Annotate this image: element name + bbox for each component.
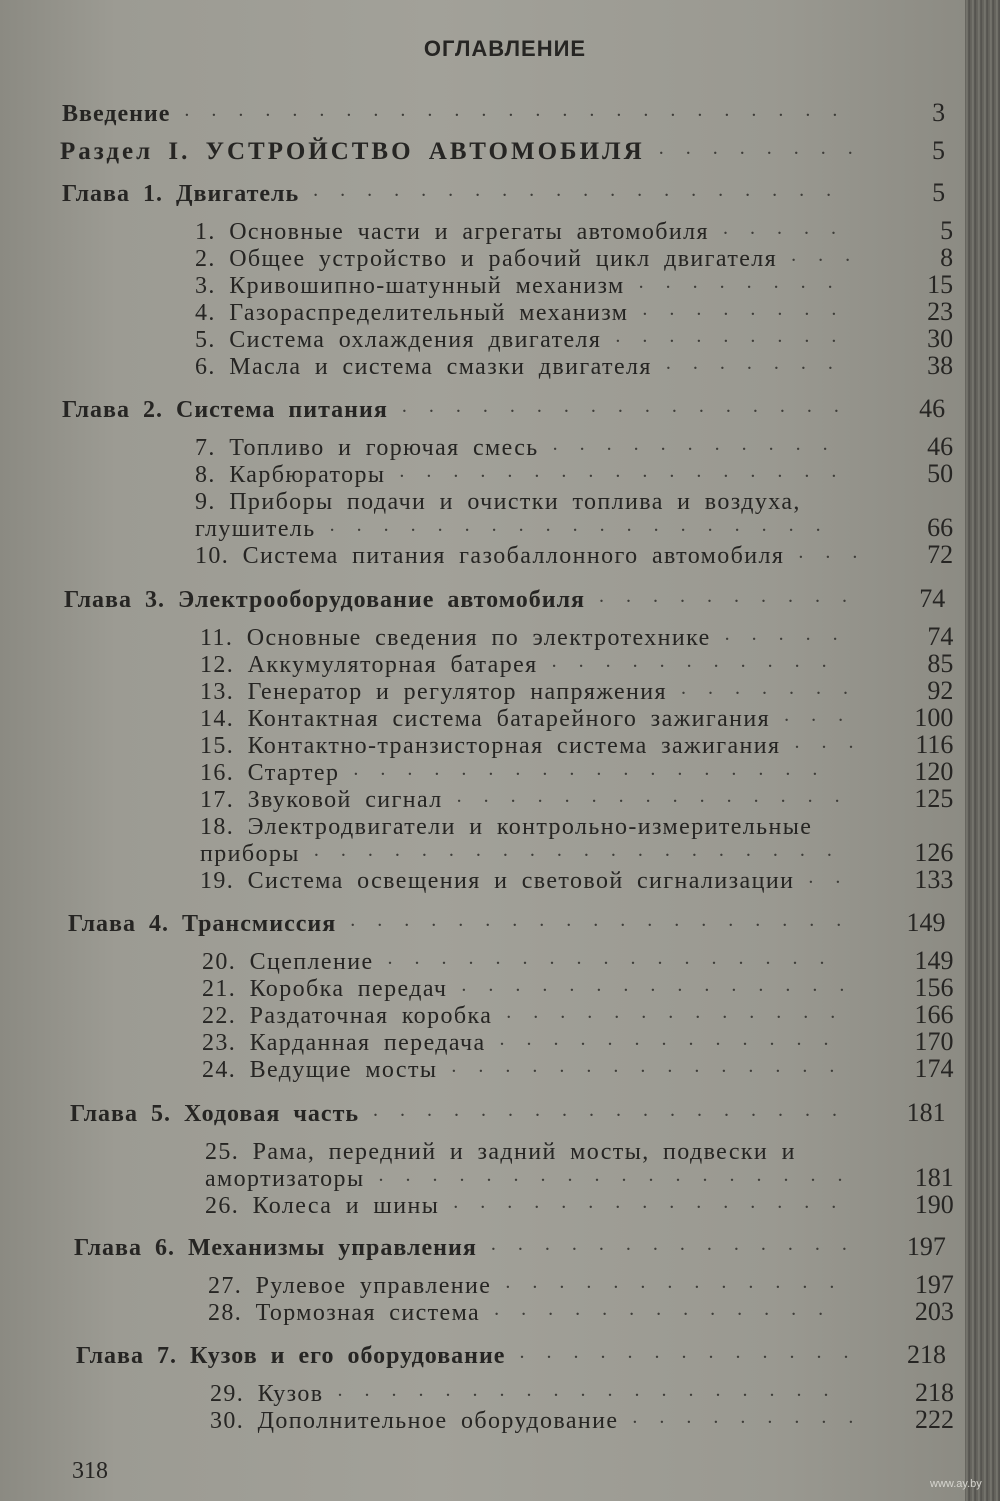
toc-entry-page: 120 bbox=[914, 757, 954, 786]
toc-entry-page: 46 bbox=[927, 432, 954, 461]
leader-dots: ............... bbox=[461, 974, 867, 996]
toc-entry-page: 197 bbox=[906, 1232, 946, 1261]
toc-entry-page: 38 bbox=[927, 351, 954, 380]
leader-dots: ......... bbox=[615, 325, 859, 347]
toc-entry-page: 66 bbox=[927, 513, 954, 542]
toc-entry-title: Глава 2. Система питания bbox=[62, 397, 388, 423]
toc-entry-title: Глава 7. Кузов и его оборудование bbox=[76, 1343, 506, 1369]
toc-entry-title: 10. Система питания газобаллонного автомобиля bbox=[195, 543, 785, 569]
leader-dots: ........... bbox=[551, 650, 849, 672]
leader-dots: ................... bbox=[329, 514, 843, 536]
toc-item bbox=[205, 1188, 965, 1222]
toc-entry-page: 72 bbox=[927, 540, 954, 569]
leader-dots: ........... bbox=[552, 433, 850, 455]
toc-entry-title: 24. Ведущие мосты bbox=[202, 1057, 438, 1083]
toc-item bbox=[200, 863, 965, 897]
toc-entry-page: 23 bbox=[927, 297, 954, 326]
toc-item bbox=[202, 1052, 965, 1086]
toc-entry-title: Глава 6. Механизмы управления bbox=[74, 1235, 477, 1261]
watermark: www.ay.by bbox=[930, 1478, 982, 1490]
leader-dots: ................... bbox=[350, 909, 864, 931]
toc-entry-title: амортизаторы bbox=[205, 1166, 365, 1192]
leader-dots: ........ bbox=[638, 271, 855, 293]
toc-entry-title: приборы bbox=[200, 841, 300, 867]
leader-dots: ............. bbox=[506, 1001, 858, 1023]
toc-entry-title: Глава 4. Трансмиссия bbox=[68, 911, 337, 937]
leader-dots: .................... bbox=[313, 179, 854, 201]
toc-entry-page: 125 bbox=[914, 784, 954, 813]
leader-dots: .................. bbox=[353, 758, 840, 780]
toc-entry-page: 126 bbox=[914, 838, 954, 867]
toc-entry-title: 22. Раздаточная коробка bbox=[202, 1003, 493, 1029]
toc-entry-page: 8 bbox=[940, 243, 954, 272]
leader-dots: .......... bbox=[599, 585, 870, 607]
toc-entry-title: 4. Газораспределительный механизм bbox=[195, 300, 629, 326]
toc-entry-title: 20. Сцепление bbox=[202, 949, 374, 975]
leader-dots: ..... bbox=[722, 217, 858, 239]
toc-entry-title: 5. Система охлаждения двигателя bbox=[195, 327, 602, 353]
toc-entry-page: 15 bbox=[927, 270, 954, 299]
toc-entry-title: 8. Карбюраторы bbox=[195, 462, 386, 488]
toc-entry-title: 29. Кузов bbox=[210, 1381, 324, 1407]
toc-entry-page: 92 bbox=[927, 676, 954, 705]
toc-entry-page: 5 bbox=[932, 178, 946, 207]
leader-dots: .................. bbox=[378, 1164, 865, 1186]
toc-entry-title: Глава 5. Ходовая часть bbox=[70, 1101, 360, 1127]
leader-dots: ................. bbox=[399, 460, 859, 482]
page-title: ОГЛАВЛЕНИЕ bbox=[423, 36, 587, 61]
toc-entry-page: 149 bbox=[906, 908, 946, 937]
toc-entry-title: 25. Рама, передний и задний мосты, подвески и bbox=[205, 1139, 796, 1165]
toc-entry-title: 16. Стартер bbox=[200, 760, 340, 786]
toc-entry-page: 30 bbox=[927, 324, 954, 353]
toc-chapter bbox=[70, 1096, 965, 1130]
toc-entry-title: 18. Электродвигатели и контрольно-измерительные bbox=[200, 814, 813, 840]
toc-entry-title: 17. Звуковой сигнал bbox=[200, 787, 443, 813]
toc-entry-title: 11. Основные сведения по электротехнике bbox=[200, 625, 711, 651]
toc-entry-page: 174 bbox=[914, 1054, 954, 1083]
leader-dots: ............... bbox=[451, 1055, 857, 1077]
toc-item bbox=[210, 1403, 965, 1437]
toc-entry-title: 19. Система освещения и световой сигнализации bbox=[200, 868, 795, 894]
leader-dots: .................. bbox=[373, 1099, 860, 1121]
toc-entry-page: 74 bbox=[927, 622, 954, 651]
leader-dots: ............. bbox=[519, 1341, 871, 1363]
toc-chapter bbox=[64, 582, 965, 616]
page-number: 318 bbox=[72, 1458, 108, 1484]
toc-chapter bbox=[74, 1230, 965, 1264]
leader-dots: .. bbox=[808, 866, 863, 888]
toc-entry-page: 197 bbox=[914, 1270, 954, 1299]
leader-dots: ............. bbox=[499, 1028, 851, 1050]
toc-entry-page: 5 bbox=[940, 216, 954, 245]
toc-entry-title: 21. Коробка передач bbox=[202, 976, 448, 1002]
toc-entry-title: 27. Рулевое управление bbox=[208, 1273, 492, 1299]
toc-entry-page: 170 bbox=[914, 1027, 954, 1056]
leader-dots: ......................... bbox=[184, 99, 860, 121]
toc-intro bbox=[62, 96, 965, 130]
toc-chapter bbox=[62, 176, 965, 210]
leader-dots: ................... bbox=[337, 1379, 851, 1401]
toc-entry-page: 156 bbox=[914, 973, 954, 1002]
leader-dots: ..... bbox=[724, 623, 860, 645]
leader-dots: ............. bbox=[494, 1298, 846, 1320]
leader-dots: ........ bbox=[642, 298, 859, 320]
toc-entry-page: 74 bbox=[919, 584, 946, 613]
page-stack-edge bbox=[965, 0, 1000, 1501]
leader-dots: .............. bbox=[490, 1233, 869, 1255]
toc-entry-title: 3. Кривошипно-шатунный механизм bbox=[195, 273, 625, 299]
toc-entry-page: 203 bbox=[914, 1297, 954, 1326]
toc-item bbox=[195, 538, 965, 572]
toc-entry-title: Раздел I. УСТРОЙСТВО АВТОМОБИЛЯ bbox=[60, 138, 645, 165]
toc-entry-title: 15. Контактно-транзисторная система зажигания bbox=[200, 733, 781, 759]
toc-entry-title: 7. Топливо и горючая смесь bbox=[195, 435, 539, 461]
leader-dots: ........ bbox=[658, 137, 875, 159]
leader-dots: ....... bbox=[680, 677, 870, 699]
leader-dots: ... bbox=[791, 244, 873, 266]
toc-entry-page: 133 bbox=[914, 865, 954, 894]
toc-entry-title: 30. Дополнительное оборудование bbox=[210, 1408, 619, 1434]
leader-dots: ................. bbox=[387, 947, 847, 969]
toc-entry-title: 12. Аккумуляторная батарея bbox=[200, 652, 538, 678]
toc-entry-page: 149 bbox=[914, 946, 954, 975]
leader-dots: ... bbox=[794, 731, 876, 753]
toc-entry-title: Глава 3. Электрооборудование автомобиля bbox=[64, 587, 586, 613]
toc-entry-page: 50 bbox=[927, 459, 954, 488]
toc-entry-title: 1. Основные части и агрегаты автомобиля bbox=[195, 219, 709, 245]
toc-entry-title: 23. Карданная передача bbox=[202, 1030, 486, 1056]
toc-entry-page: 5 bbox=[932, 136, 945, 165]
toc-entry-title: 13. Генератор и регулятор напряжения bbox=[200, 679, 667, 705]
leader-dots: ....... bbox=[665, 352, 855, 374]
leader-dots: ............... bbox=[453, 1191, 859, 1213]
leader-dots: ......... bbox=[632, 1406, 876, 1428]
leader-dots: ... bbox=[784, 704, 866, 726]
toc-entry-page: 218 bbox=[915, 1378, 954, 1407]
toc-entry-title: 14. Контактная система батарейного зажигания bbox=[200, 706, 771, 732]
leader-dots: ................. bbox=[401, 395, 861, 417]
toc-item bbox=[208, 1295, 965, 1329]
toc-entry-page: 218 bbox=[906, 1340, 946, 1369]
leader-dots: ............. bbox=[505, 1271, 857, 1293]
toc-entry-title: глушитель bbox=[195, 516, 316, 542]
leader-dots: ... bbox=[798, 541, 880, 563]
toc-entry-page: 100 bbox=[914, 703, 954, 732]
toc-entry-page: 116 bbox=[915, 730, 954, 759]
toc-entry-title: 28. Тормозная система bbox=[208, 1300, 481, 1326]
toc-entry-title: 2. Общее устройство и рабочий цикл двигателя bbox=[195, 246, 778, 272]
toc-entry-title: Введение bbox=[62, 101, 171, 127]
toc-item bbox=[195, 349, 965, 383]
toc-entry-page: 190 bbox=[914, 1190, 954, 1219]
toc-section bbox=[60, 134, 965, 168]
toc-entry-page: 85 bbox=[927, 649, 954, 678]
toc-entry-page: 46 bbox=[919, 394, 946, 423]
toc-chapter bbox=[76, 1338, 965, 1372]
leader-dots: ............... bbox=[456, 785, 862, 807]
toc-entry-title: 9. Приборы подачи и очистки топлива и воздуха, bbox=[195, 489, 801, 515]
toc-entry-title: Глава 1. Двигатель bbox=[62, 181, 300, 207]
toc-entry-page: 166 bbox=[914, 1000, 954, 1029]
toc-entry-page: 181 bbox=[914, 1163, 954, 1192]
toc-entry-title: 6. Масла и система смазки двигателя bbox=[195, 354, 652, 380]
toc-entry-page: 3 bbox=[932, 98, 946, 127]
toc-chapter bbox=[62, 392, 965, 426]
leader-dots: .................... bbox=[313, 839, 854, 861]
toc-entry-title: 26. Колеса и шины bbox=[205, 1193, 440, 1219]
toc-chapter bbox=[68, 906, 965, 940]
toc-entry-page: 181 bbox=[906, 1098, 946, 1127]
toc-entry-page: 222 bbox=[915, 1405, 954, 1434]
